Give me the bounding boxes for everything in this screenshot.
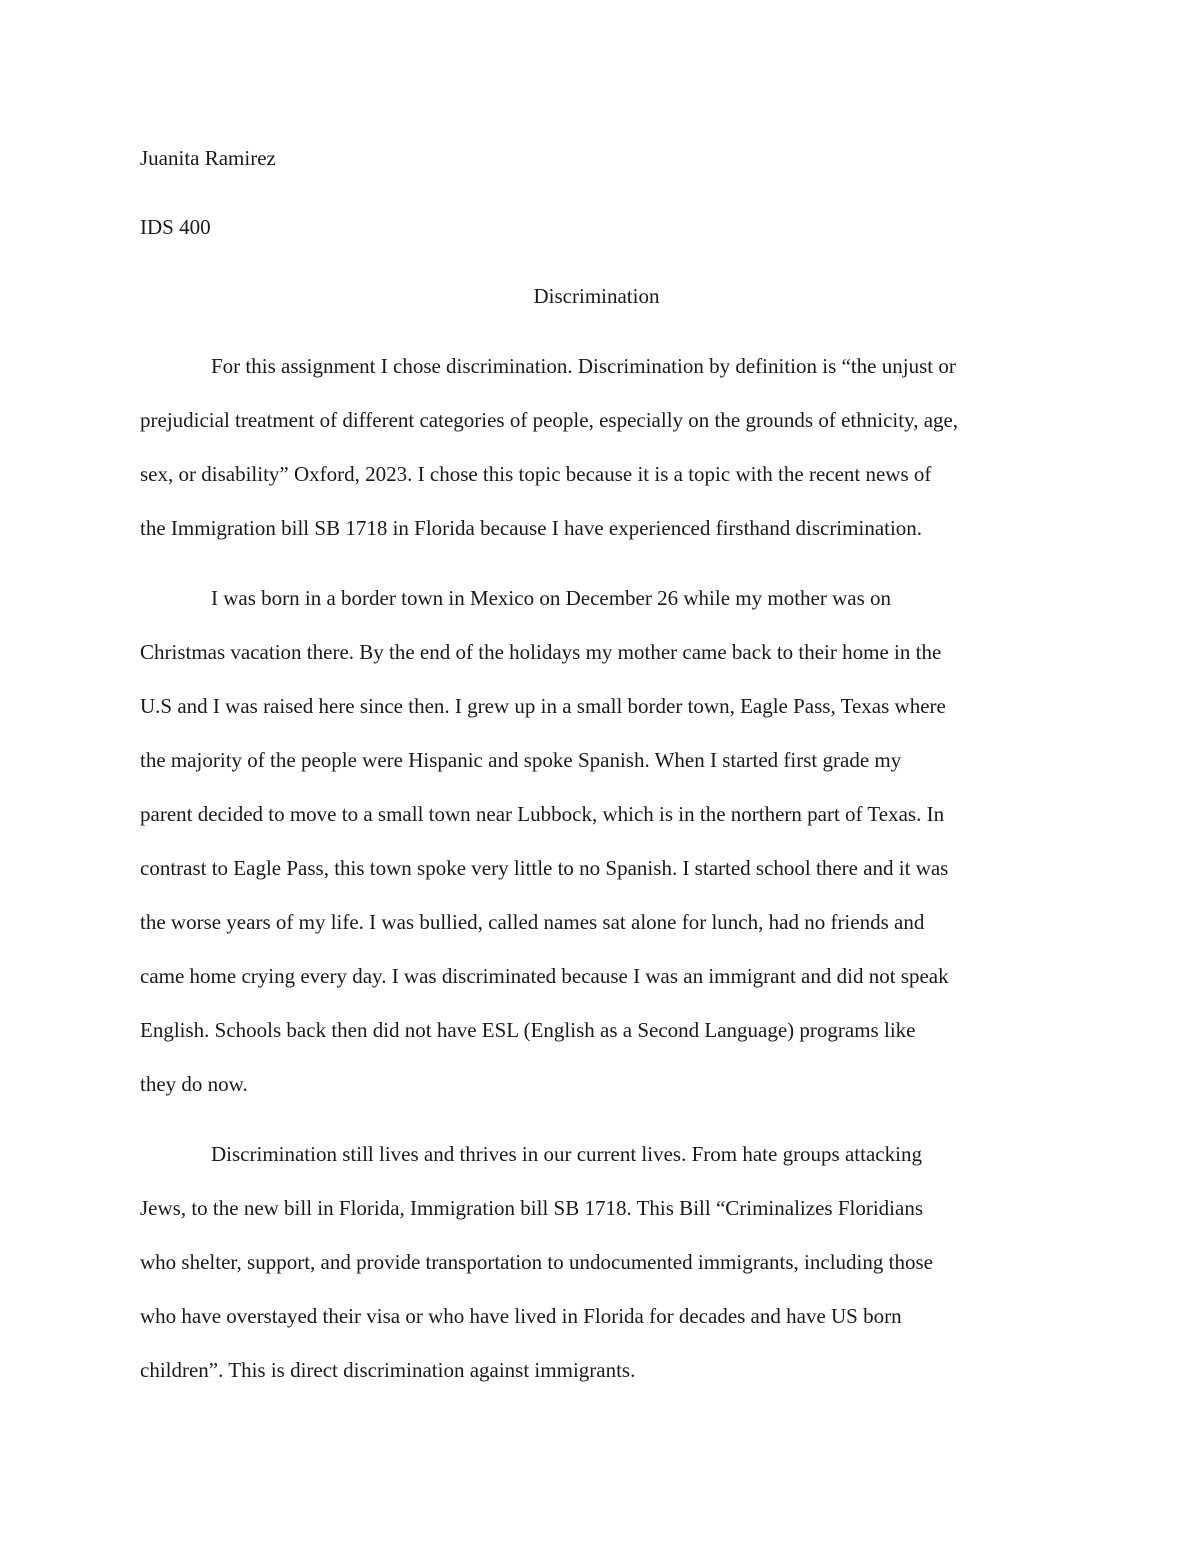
paragraph-line: the worse years of my life. I was bullied, called names sat alone for lunch, had no friends and: [140, 910, 925, 934]
paragraph-line: the Immigration bill SB 1718 in Florida because I have experienced firsthand discrimination.: [140, 516, 923, 540]
course-code: IDS 400: [140, 215, 211, 239]
paragraph-line: English. Schools back then did not have ESL (English as a Second Language) programs like: [140, 1018, 916, 1042]
paragraph-line: who have overstayed their visa or who have lived in Florida for decades and have US born: [140, 1304, 902, 1328]
paragraph-line: they do now.: [140, 1072, 248, 1096]
paragraph-line: Discrimination still lives and thrives in our current lives. From hate groups attacking: [211, 1142, 922, 1166]
paragraph-line: I was born in a border town in Mexico on December 26 while my mother was on: [211, 586, 891, 610]
author-name: Juanita Ramirez: [140, 146, 276, 170]
paragraph-line: children”. This is direct discrimination against immigrants.: [140, 1358, 636, 1382]
paragraph-line: For this assignment I chose discrimination. Discrimination by definition is “the unjust or: [211, 354, 956, 378]
paragraph-line: U.S and I was raised here since then. I grew up in a small border town, Eagle Pass, Texas where: [140, 694, 946, 718]
paragraph-line: prejudicial treatment of different categories of people, especially on the grounds of ethnicity, age,: [140, 408, 959, 432]
paragraph-line: parent decided to move to a small town near Lubbock, which is in the northern part of Texas. In: [140, 802, 945, 826]
paragraph-line: contrast to Eagle Pass, this town spoke very little to no Spanish. I started school there and it was: [140, 856, 949, 880]
paragraph-line: the majority of the people were Hispanic and spoke Spanish. When I started first grade my: [140, 748, 902, 772]
paragraph-line: came home crying every day. I was discriminated because I was an immigrant and did not speak: [140, 964, 949, 988]
paragraph-line: Jews, to the new bill in Florida, Immigration bill SB 1718. This Bill “Criminalizes Floridians: [140, 1196, 923, 1220]
essay-title: Discrimination: [533, 284, 660, 308]
paragraph-line: sex, or disability” Oxford, 2023. I chose this topic because it is a topic with the recent news of: [140, 462, 932, 486]
paragraph-line: Christmas vacation there. By the end of the holidays my mother came back to their home in the: [140, 640, 942, 664]
paragraph-line: who shelter, support, and provide transportation to undocumented immigrants, including those: [140, 1250, 933, 1274]
